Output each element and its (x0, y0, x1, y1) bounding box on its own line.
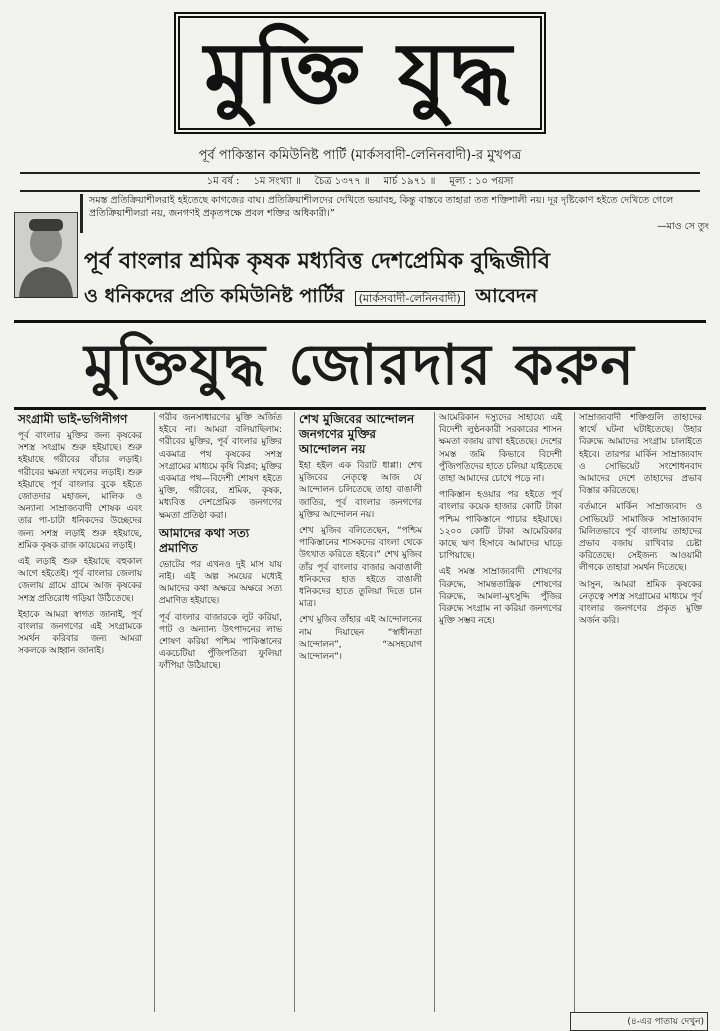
article-columns (14, 412, 706, 1012)
column-5 (574, 412, 706, 1012)
column-1-paragraph: এই লড়াই শুরু হইয়াছে বহুকাল আগে হইতেই। পূর্ব বাংলার জেলায় জেলায় গ্রামে গ্রামে আজ কৃষকের সশস্ত্র প্রতিরোধ গড়িয়া উঠিতেছে। (18, 557, 142, 604)
party-line: পূর্ব পাকিস্তান কমিউনিষ্ট পার্টি (মার্কসবাদী-লেনিনবাদী)-র মুখপত্র (198, 148, 522, 163)
mao-quote (80, 194, 709, 233)
column-2-subhead: আমাদের কথা সত্য প্রমাণিত (159, 525, 250, 555)
headline-line-1: পূর্ব বাংলার শ্রমিক কৃষক মধ্যবিত্ত দেশপ্রেমিক বুদ্ধিজীবি (84, 249, 550, 274)
issue-date-english: মার্চ ১৯৭১ ॥ (383, 175, 436, 187)
column-4-paragraph: আমেরিকান দস্যুদের সাহায্যে এই বিদেশী লুণ্ঠনকারী সরকারের শাসন ক্ষমতা বজায় রাখা হইতেছে। দেশের সমস্ত জমি কিভাবে বিদেশী পুঁজিপতিদের হাতে চলিয়া যাইতেছে তাহা আমাদের চোখে পড়ে না। (439, 413, 562, 485)
column-2 (154, 412, 286, 1012)
column-3-paragraph: শেখ মুজিব তাঁহার এই আন্দোলনের নাম দিয়াছেন “স্বাধীনতা আন্দোলন”, “অসহযোগ আন্দোলন”। (299, 615, 422, 663)
column-3 (294, 412, 426, 1012)
portrait-icon (15, 213, 77, 297)
headline-party-tag: (মার্কসবাদী-লেনিনবাদী) (355, 291, 465, 306)
column-2-paragraph: গরীব জনসাধারণের মুক্তি অর্জিত হইবে না। আমরা বলিয়াছিলাম: গরীবের মুক্তির, পূর্ব বাংলার মুক্তির একমাত্র পথ কৃষকের সশস্ত্র সংগ্রামের মাধ্যমে কৃষি বিপ্লব; মুক্তির একমাত্র পথ—বিদেশী শোষণ হইতে মুক্তি, গরীবের, শ্রমিক, কৃষক, মধ্যবিত্ত দেশপ্রেমিক জনগণের ক্ষমতা প্রতিষ্ঠা করা। (159, 413, 282, 521)
main-headline: মুক্তিযুদ্ধ জোরদার করুন (14, 320, 706, 410)
column-1 (14, 412, 146, 1012)
quote-attribution: —মাও সে তুং (657, 221, 709, 232)
column-5-paragraph: আসুন, আমরা শ্রমিক কৃষকের নেতৃত্বে সশস্ত্র সংগ্রামের মাধ্যমে পূর্ব বাংলার জনগণের প্রকৃত মুক্তি অর্জন করি। (579, 579, 702, 627)
column-4 (434, 412, 566, 1012)
column-5-paragraph: বর্তমানে মার্কিন সাম্রাজ্যবাদ ও সোভিয়েট সামাজিক সাম্রাজ্যবাদ মিলিতভাবে পূর্ব বাংলায় তাহাদের প্রভাব বজায় রাখিবার চেষ্টা করিতেছে। সেইজন্য আওয়ামী লীগকে তাহারা সমর্থন দিতেছে। (579, 502, 702, 574)
quote-text: সমস্ত প্রতিক্রিয়াশীলরাই হইতেছে কাগজের বাঘ। প্রতিক্রিয়াশীলদের দেখিতে ভয়াবহ, কিন্তু বাস্তবে তাহারা তত শক্তিশালী নয়। দূর দৃষ্টিকোণ হইতে দেখিতে গেলে প্রতিক্রিয়াশীলরা নয়, জনগণই প্রকৃতপক্ষে প্রবল শক্তির অধিকারী।” (89, 195, 674, 219)
column-3-paragraph: ইহা হইল এক বিরাট ধাপ্পা। শেখ মুজিবের নেতৃত্বে আজ যে আন্দোলন চলিতেছে তাহা বাঙালী জাতির, পূর্ব বাংলার জনগণের মুক্তির আন্দোলন নয়। (299, 461, 422, 520)
column-1-subhead: সংগ্রামী ভাই-ভগিনীগণ (18, 412, 128, 426)
column-3-paragraph: শেখ মুজিব বলিতেছেন, “পশ্চিম পাকিস্তানের শাসকদের বাংলা থেকে উৎখাত করিতে হইবে।” শেখ মুজিব তাঁর পূর্ব বাংলার বাজার অবাঙালী ধনিকদের হাত হইতে বাঙালী ধনিকদের হাতে তুলিয়া দিতে চান মাত্র। (299, 526, 422, 610)
column-3-subhead: শেখ মুজিবের আন্দোলন জনগণের মুক্তির আন্দোলন নয় (299, 412, 415, 456)
portrait-image (14, 212, 78, 298)
issue-date-bangla: চৈত্র ১৩৭৭ ॥ (314, 175, 370, 187)
issue-info-bar (20, 172, 700, 192)
column-5-paragraph: সাম্রাজ্যবাদী শক্তিগুলি তাহাদের স্বার্থে ঘটনা ঘটাইতেছে। উহার বিরুদ্ধে আমাদের সংগ্রাম চালাইতে হইবে। তারপর মার্কিন সাম্রাজ্যবাদ ও সোভিয়েট সংশোধনবাদ আমাদের দেশে তাহাদের প্রভাব বিস্তার করিতেছে। (579, 413, 702, 497)
column-1-paragraph: পূর্ব বাংলার মুক্তির জন্য কৃষকের সশস্ত্র সংগ্রাম শুরু হইয়াছে। শুরু হইয়াছে গরীবের বাঁচার লড়াই। গরীবের ক্ষমতা দখলের লড়াই। শুরু হইয়াছে পূর্ব বাংলার বুকে হইতে জোতদার মহাজন, মালিক ও অন্যান্য সাম্রাজ্যবাদী শোষক এবং তার পা-চাটা ধনিকদের উচ্ছেদের জন্য সশস্ত্র লড়াই শুরু হইয়াছে, শ্রমিক কৃষক রাজ কায়েমের লড়াই। (18, 431, 142, 551)
column-4-paragraph: পাকিস্তান হওয়ার পর হইতে পূর্ব বাংলার কয়েক হাজার কোটি টাকা পশ্চিম পাকিস্তানে পাচার হইয়াছে। ১২০০ কোটি টাকা আমেরিকার কাছে ঋণ হিসাবে আমাদের ঘাড়ে চাপিয়াছে। (439, 490, 562, 562)
headline-line-2a: ও ধনিকদের প্রতি কমিউনিষ্ট পার্টির (84, 285, 344, 307)
column-2-paragraph: পূর্ব বাংলার বাজারকে লুট করিয়া, পাট ও অন্যান্য উৎপাদনের লাভ শোষণ করিয়া পশ্চিম পাকিস্তানের একচেটিয়া পুঁজিপতিরা ফুলিয়া ফাঁপিয়া উঠিয়াছে। (159, 612, 282, 672)
newspaper-logo: মুক্তি যুদ্ধ (174, 12, 546, 134)
issue-price: মূল্য : ১০ পয়সা (449, 175, 514, 187)
headline-line-2 (84, 284, 712, 311)
headline-line-2c: আবেদন (475, 285, 538, 307)
continued-note: (৪-এর পাতায় দেখুন) (570, 1012, 708, 1031)
column-4-paragraph: এই সমস্ত সাম্রাজ্যবাদী শোষণের বিরুদ্ধে, সামন্ততান্ত্রিক শোষণের বিরুদ্ধে, আমলা-মুৎসুদ্দি পুঁজির বিরুদ্ধে সংগ্রাম না করিয়া জনগণের মুক্তি সম্ভব নহে। (439, 567, 562, 627)
column-1-paragraph: ইহাকে আমরা স্বাগত জানাই, পূর্ব বাংলার জনগণের এই সংগ্রামকে সমর্থন করিবার জন্য আমরা সকলকে আহ্বান জানাই। (18, 609, 142, 657)
masthead (0, 12, 720, 142)
issue-year: ১ম বর্ষ : (206, 175, 240, 187)
issue-number: ১ম সংখ্যা ॥ (253, 175, 301, 187)
column-2-paragraph: ভোটের পর এখনও দুই মাস যায় নাই। এই অল্প সময়ের মধ্যেই আমাদের কথা অক্ষরে অক্ষরে সত্য প্রমাণিত হইয়াছে। (159, 559, 282, 607)
